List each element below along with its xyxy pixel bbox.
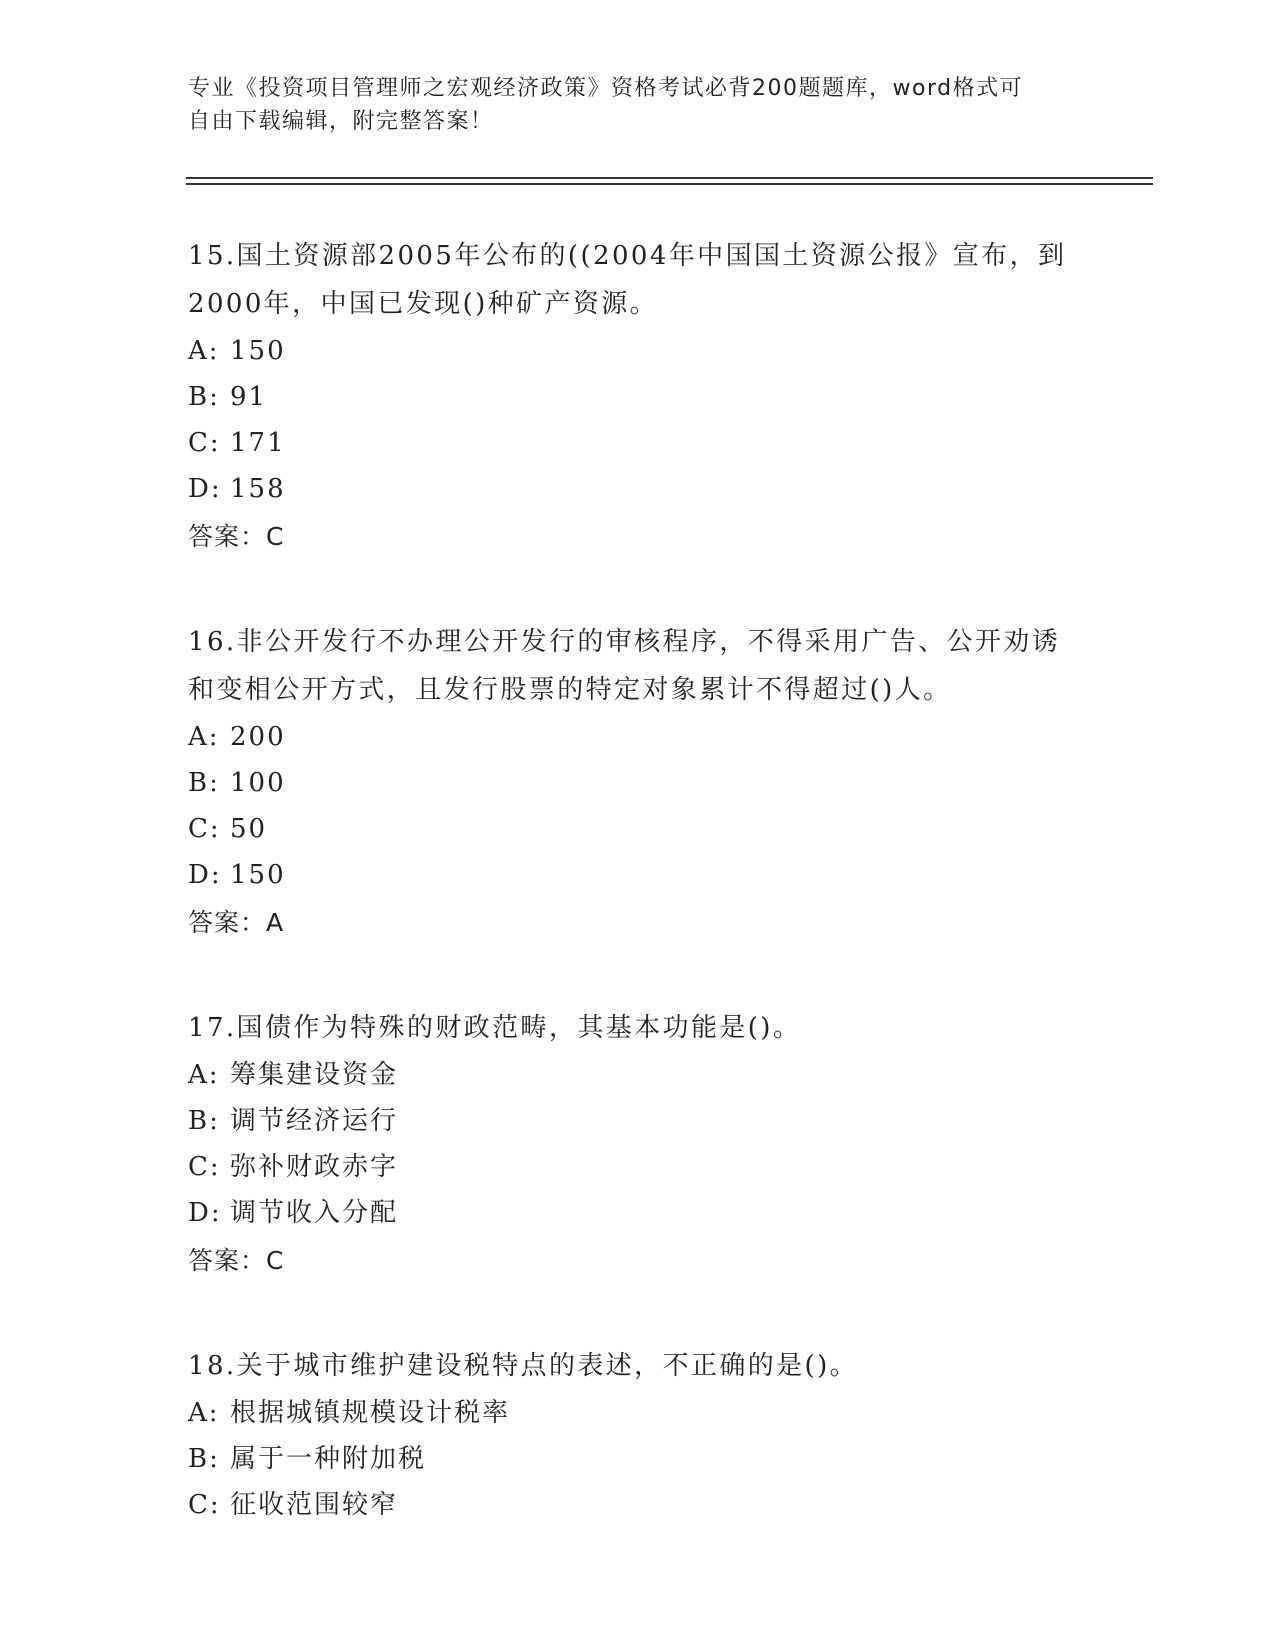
option-text: 91 [230, 382, 268, 412]
question-15 [188, 232, 1088, 560]
option-text: 150 [230, 860, 286, 890]
option-letter: B: [188, 382, 220, 412]
option-a [188, 328, 1088, 374]
option-letter: C: [188, 428, 221, 458]
question-16 [188, 618, 1088, 946]
question-17 [188, 1004, 1088, 1284]
option-text: 100 [230, 768, 286, 798]
option-a [188, 714, 1088, 760]
option-text: 属于一种附加税 [230, 1444, 427, 1474]
option-letter: D: [188, 860, 222, 890]
option-c [188, 420, 1088, 466]
option-a [188, 1052, 1088, 1098]
option-letter: D: [188, 474, 222, 504]
option-text: 筹集建设资金 [230, 1060, 399, 1090]
option-text: 200 [230, 722, 286, 752]
question-list [188, 232, 1088, 1586]
option-text: 150 [230, 336, 286, 366]
option-text: 征收范围较窄 [230, 1490, 399, 1520]
option-letter: B: [188, 768, 220, 798]
header-title-line-1: 专业《投资项目管理师之宏观经济政策》资格考试必背200题题库，word格式可 [188, 76, 1024, 101]
option-letter: A: [188, 722, 220, 752]
option-c [188, 1144, 1088, 1190]
option-letter: B: [188, 1106, 220, 1136]
answer-line: 答案：A [188, 908, 285, 937]
option-text: 根据城镇规模设计税率 [230, 1398, 511, 1428]
header-divider-bottom [186, 183, 1153, 185]
option-b [188, 374, 1088, 420]
option-letter: B: [188, 1444, 220, 1474]
option-letter: C: [188, 814, 221, 844]
option-b [188, 1436, 1088, 1482]
option-a [188, 1390, 1088, 1436]
option-b [188, 1098, 1088, 1144]
question-stem-line: 15.国土资源部2005年公布的((2004年中国国土资源公报》宣布，到 [188, 241, 1067, 271]
option-b [188, 760, 1088, 806]
option-c [188, 1482, 1088, 1528]
option-d [188, 1190, 1088, 1236]
option-letter: C: [188, 1490, 221, 1520]
question-stem-line: 18.关于城市维护建设税特点的表述，不正确的是()。 [188, 1351, 859, 1381]
option-d [188, 852, 1088, 898]
option-letter: D: [188, 1198, 222, 1228]
option-text: 171 [230, 428, 286, 458]
question-stem-line: 17.国债作为特殊的财政范畴，其基本功能是()。 [188, 1013, 802, 1043]
document-header [188, 72, 1088, 138]
option-c [188, 806, 1088, 852]
option-text: 调节收入分配 [230, 1198, 399, 1228]
option-text: 调节经济运行 [230, 1106, 399, 1136]
option-text: 158 [230, 474, 286, 504]
header-divider-top [186, 177, 1153, 179]
question-stem-line: 16.非公开发行不办理公开发行的审核程序，不得采用广告、公开劝诱 [188, 627, 1061, 657]
option-letter: A: [188, 336, 220, 366]
option-d [188, 466, 1088, 512]
option-letter: C: [188, 1152, 221, 1182]
option-text: 弥补财政赤字 [230, 1152, 399, 1182]
header-title-line-2: 自由下载编辑，附完整答案！ [188, 109, 494, 134]
answer-line: 答案：C [188, 522, 285, 551]
question-stem-line: 2000年，中国已发现()种矿产资源。 [188, 289, 659, 319]
option-text: 50 [230, 814, 268, 844]
question-18 [188, 1342, 1088, 1528]
option-letter: A: [188, 1060, 220, 1090]
option-letter: A: [188, 1398, 220, 1428]
answer-line: 答案：C [188, 1246, 285, 1275]
question-stem-line: 和变相公开方式，且发行股票的特定对象累计不得超过()人。 [188, 675, 952, 705]
